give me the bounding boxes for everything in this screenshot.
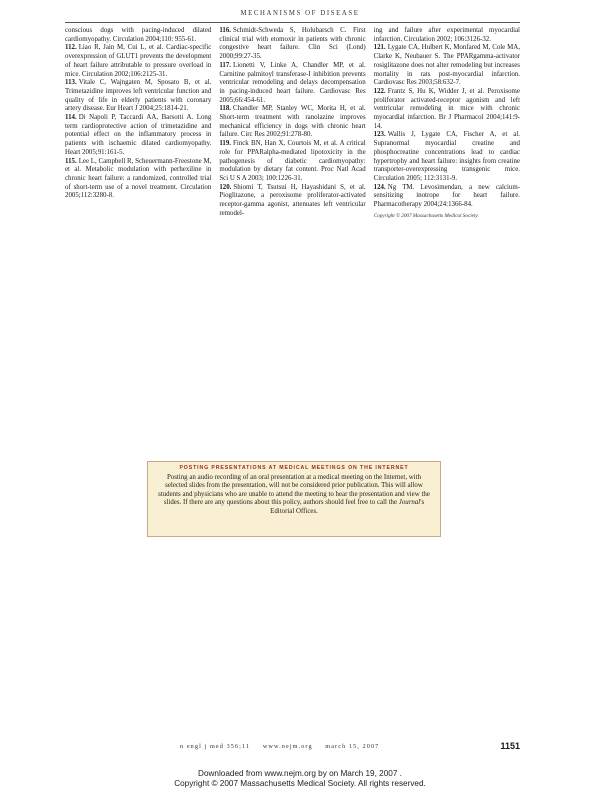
- reference-number: 122.: [373, 87, 386, 95]
- page-footer: [0, 743, 600, 753]
- reference-120: [219, 184, 365, 219]
- header-rule: [65, 22, 520, 23]
- reference-number: 115.: [65, 157, 77, 165]
- reference-122: [374, 88, 520, 132]
- reference-number: 113.: [65, 79, 77, 87]
- reference-text: Liao R, Jain M, Cui L, et al. Cardiac-specific overexpression of GLUT1 prevents the development of heart failure attributable to pressure overload in mice. Circulation 2002;106:2125-31.: [65, 44, 212, 78]
- reference-number: 117.: [219, 61, 232, 69]
- footer-meta: [180, 743, 389, 750]
- journal-citation: n engl j med 356;11: [180, 743, 251, 750]
- reference-113: [65, 79, 211, 114]
- reference-number: 118.: [219, 105, 232, 113]
- running-head: MECHANISMS OF DISEASE: [240, 10, 360, 17]
- copyright-line: Copyright © 2007 Massachusetts Medical Society.: [373, 212, 479, 219]
- reference-column-3: [374, 27, 520, 307]
- reference-number: 121.: [373, 44, 386, 52]
- reference-text: Vitale C, Wajngaten M, Sposato B, et al. Trimetazidine improves left ventricular function and quality of life in elderly patients with coronary artery disease. Eur Heart J 2004;25:1814-21.: [65, 79, 212, 113]
- reference-text: Ng TM. Levosimendan, a new calcium-sensitizing inotrope for heart failure. Pharmacotherapy 2004;24:1366-84.: [373, 183, 520, 209]
- reference-112: [65, 44, 211, 79]
- rights-line: Copyright © 2007 Massachusetts Medical Society. All rights reserved.: [174, 778, 426, 788]
- reference-text: Chandler MP, Stanley WC, Morita H, et al. Short-term treatment with ranolazine improves mechanical efficiency in dogs with chronic heart failure. Circ Res 2002;91:278-80.: [219, 105, 366, 139]
- reference-text: Lionetti V, Linke A, Chandler MP, et al. Carnitine palmitoyl transferase-I inhibition prevents ventricular remodeling and delays decompensation in pacing-induced heart failure. Cardiovasc Res 2005;66:454-61.: [219, 61, 366, 104]
- reference-117: [219, 62, 365, 106]
- reference-124: [374, 184, 520, 210]
- reference-number: 120.: [219, 183, 232, 191]
- reference-column-1: [65, 27, 211, 307]
- reference-number: 114.: [65, 114, 77, 122]
- reference-number: 116.: [219, 27, 232, 34]
- reference-number: 112.: [65, 44, 77, 52]
- reference-text: Di Napoli P, Taccardi AA, Barsotti A. Long term cardioprotective action of trimetazidine and potential effect on the inflammatory process in patients with ischaemic dilated cardiomyopathy. Heart 2005;91:161-5.: [65, 114, 212, 156]
- reference-continuation: ing and failure after experimental myocardial infarction. Circulation 2002; 106:3126-32.: [373, 27, 520, 43]
- reference-column-2: [219, 27, 365, 307]
- reference-text: Lygate CA, Hulbert K, Monfared M, Cole MA, Clarke K, Neubauer S. The PPARgamma-activator rosiglitazone does not alter remodeling but increases mortality in rats post-myocardial infarction. Cardiovasc Res 2003;58:632-7.: [373, 44, 520, 87]
- journal-name: Journal: [398, 499, 421, 507]
- journal-website: www.nejm.org: [262, 743, 313, 750]
- reference-121: [374, 44, 520, 88]
- references-columns: [65, 27, 520, 307]
- reference-116: [219, 27, 365, 62]
- reference-text: Finck BN, Han X, Courtois M, et al. A critical role for PPARalpha-mediated lipotoxicity in the pathogenesis of diabetic cardiomyopathy: modulation by dietary fat content. Proc Natl Acad Sci U S A 2003; 100:1226-31.: [219, 140, 366, 182]
- reference-number: 124.: [373, 183, 386, 191]
- notice-body: Posting an audio recording of an oral presentation at a medical meeting on the Internet, with selected slides from the presentation, will not be considered prior publication. This will allow students and physicians who are unable to attend the meeting to hear the presentation and view the slides. If there are any questions about this policy, authors should feel free to call the Journal's Editorial Offices.: [158, 474, 430, 515]
- page-number: 1151: [500, 741, 520, 751]
- reference-number: 123.: [373, 131, 386, 139]
- reference-continuation: conscious dogs with pacing-induced dilated cardiomyopathy. Circulation 2004;110: 955-61.: [65, 27, 212, 43]
- download-notice: [0, 769, 600, 788]
- download-line: Downloaded from www.nejm.org by on March 19, 2007 .: [198, 769, 402, 778]
- reference-123: [374, 131, 520, 183]
- reference-text: Schmidt-Schweda S, Holubarsch C. First clinical trial with etomoxir in patients with chronic congestive heart failure. Clin Sci (Lond) 2000;99:27-35.: [219, 27, 366, 61]
- reference-text: Wallis J, Lygate CA, Fischer A, et al. Supranormal myocardial creatine and phosphocreatine concentrations lead to cardiac hypertrophy and heart failure: insights from creatine transporter-overexpressing transgenic mice. Circulation 2005; 112:3131-9.: [373, 131, 520, 182]
- reference-114: [65, 114, 211, 158]
- reference-text: Lee L, Campbell R, Scheuermann-Freestone M, et al. Metabolic modulation with perhexiline in chronic heart failure: a randomized, controlled trial of short-term use of a novel treatment. Circulation 2005;112:3280-8.: [65, 157, 212, 200]
- reference-119: [219, 140, 365, 184]
- posting-policy-notice: [147, 461, 441, 537]
- reference-text: Shiomi T, Tsutsui H, Hayashidani S, et al. Pioglitazone, a peroxisome proliferator-activated receptor-gamma agonist, attenuates left ventricular remodel-: [219, 183, 366, 217]
- reference-115: [65, 158, 211, 202]
- reference-number: 119.: [219, 140, 232, 148]
- notice-title: POSTING PRESENTATIONS AT MEDICAL MEETINGS ON THE INTERNET: [179, 465, 409, 471]
- reference-text: Frantz S, Hu K, Widder J, et al. Peroxisome proliferator activated-receptor agonism and left ventricular remodeling in mice with chronic myocardial infarction. Br J Pharmacol 2004;141:9-14.: [373, 87, 520, 130]
- reference-118: [219, 105, 365, 140]
- issue-date: march 15, 2007: [325, 743, 380, 750]
